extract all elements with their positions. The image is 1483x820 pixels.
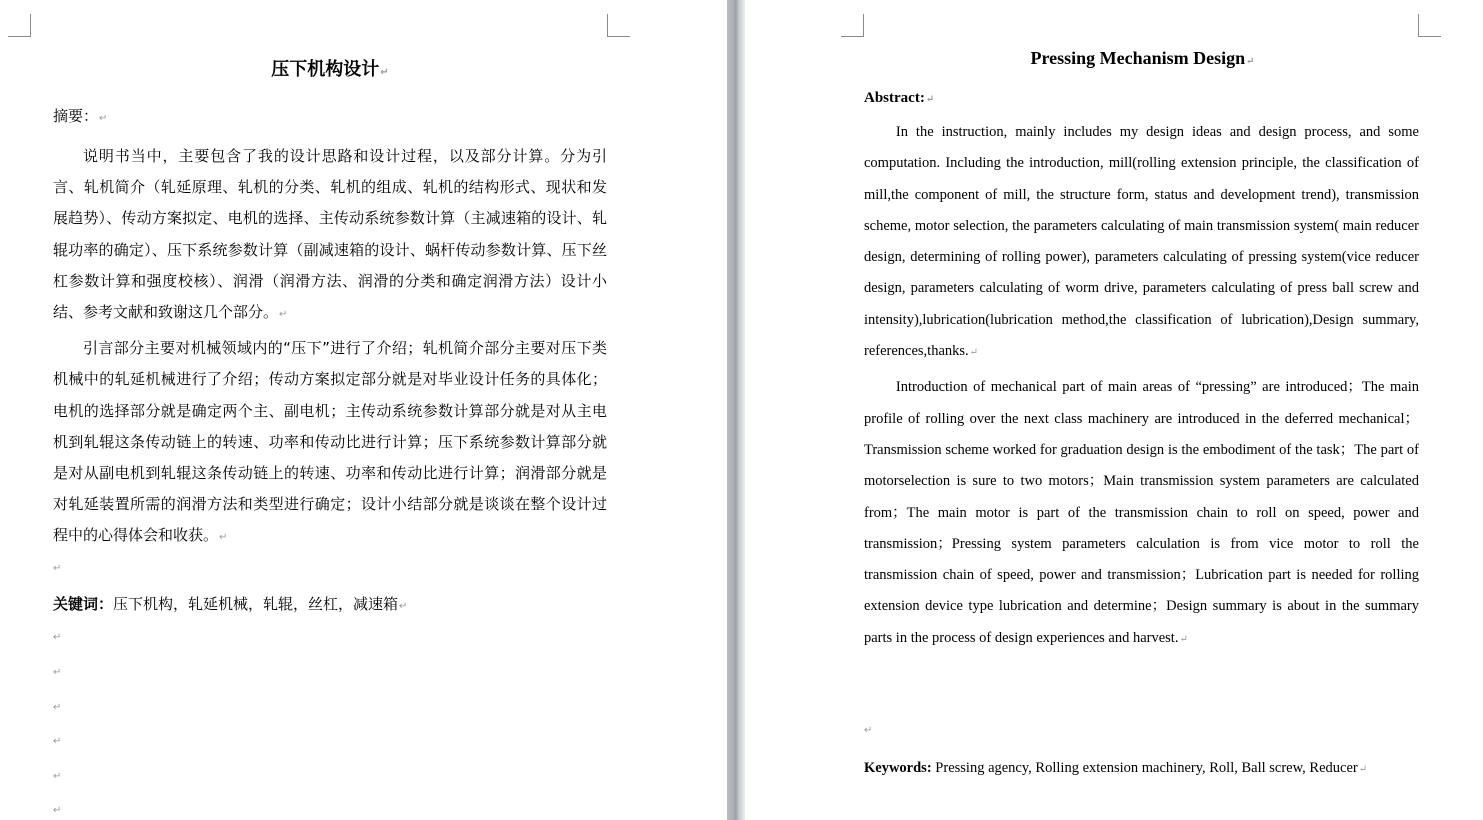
abstract-body[interactable] (864, 117, 1419, 655)
abstract-paragraph-2[interactable]: Introduction of mechanical part of main areas of “pressing” are introduced；The main profile of rolling over the next class machinery are introduced in the deferred mechanical；Transmission scheme worked for graduation design is the embodiment of the task；The part of motorselection is sure to two motors；Main transmission system parameters are calculated from；The main motor is part of the transmission chain to roll on speed, power and transmission；Pressing system parameters calculation is from vice motor to roll the transmission chain of speed, power and transmission；Lubrication part is needed for rolling extension device type lubrication and determine；Design summary is about in the summary parts in the process of design experiences and harvest.↵ (864, 379, 1419, 646)
crop-mark-top-right (607, 14, 630, 37)
empty-paragraph-mark: ↵ (53, 805, 62, 816)
document-page-chinese (0, 0, 727, 820)
empty-paragraph-mark: ↵ (53, 667, 62, 678)
keywords-line[interactable]: Keywords: Pressing agency, Rolling extension machinery, Roll, Ball screw, Reducer↵ (864, 760, 1368, 776)
document-title[interactable]: Pressing Mechanism Design↵ (1030, 48, 1255, 68)
abstract-body[interactable] (53, 141, 607, 554)
abstract-paragraph-2[interactable]: 引言部分主要对机械领域内的“压下”进行了介绍；轧机简介部分主要对压下类机械中的轧延机械进行了介绍；传动方案拟定部分就是对毕业设计任务的具体化；电机的选择部分就是确定两个主、副电机；主传动系统参数计算部分就是对从主电机到轧辊这条传动链上的转速、功率和传动比进行计算；压下系统参数计算部分就是对从副电机到轧辊这条传动链上的转速、功率和传动比进行计算；润滑部分就是对轧延装置所需的润滑方法和类型进行确定；设计小结部分就是谈谈在整个设计过程中的心得体会和收获。↵ (53, 339, 607, 545)
empty-paragraph-mark: ↵ (53, 702, 62, 713)
document-title[interactable]: 压下机构设计↵ (271, 59, 389, 80)
empty-paragraph-mark: ↵ (864, 725, 873, 736)
empty-paragraph-mark: ↵ (53, 632, 62, 643)
keywords-label: Keywords: (864, 760, 932, 776)
empty-paragraph-mark: ↵ (53, 563, 62, 574)
crop-mark-top-left (841, 14, 864, 37)
keywords-label: 关键词： (53, 595, 114, 613)
abstract-label[interactable]: Abstract:↵ (864, 90, 935, 106)
abstract-paragraph-1[interactable]: 说明书当中，主要包含了我的设计思路和设计过程，以及部分计算。分为引言、轧机简介（轧延原理、轧机的分类、轧机的组成、轧机的结构形式、现状和发展趋势）、传动方案拟定、电机的选择、主传动系统参数计算（主减速箱的设计、轧辊功率的确定）、压下系统参数计算（副减速箱的设计、蜗杆传动参数计算、压下丝杠参数计算和强度校核）、润滑（润滑方法、润滑的分类和确定润滑方法）设计小结、参考文献和致谢这几个部分。↵ (53, 147, 607, 322)
page-gap-divider (727, 0, 745, 820)
empty-paragraph-mark: ↵ (53, 771, 62, 782)
document-page-english (745, 0, 1483, 820)
crop-mark-top-left (8, 14, 31, 37)
abstract-label[interactable]: 摘要：↵ (53, 107, 108, 125)
keywords-text: 压下机构，轧延机械，轧辊，丝杠，减速箱 (113, 595, 399, 613)
crop-mark-top-right (1418, 14, 1441, 37)
abstract-paragraph-1[interactable]: In the instruction, mainly includes my design ideas and design process, and some computation. Including the introduction, mill(rolling extension principle, the classification of mill,the component of mill, the structure form, status and development trend), transmission scheme, motor selection, the parameters calculating of main transmission system( main reducer design, determining of rolling power), parameters calculating of pressing system(vice reducer design, parameters calculating of worm drive, parameters calculating of press ball screw and intensity),lubrication(lubrication method,the classification of lubrication),Design summary, references,thanks.↵ (864, 124, 1419, 360)
keywords-text: Pressing agency, Rolling extension machinery, Roll, Ball screw, Reducer (935, 760, 1358, 776)
keywords-line[interactable]: 关键词：压下机构，轧延机械，轧辊，丝杠，减速箱↵ (53, 595, 408, 613)
empty-paragraph-mark: ↵ (53, 736, 62, 747)
